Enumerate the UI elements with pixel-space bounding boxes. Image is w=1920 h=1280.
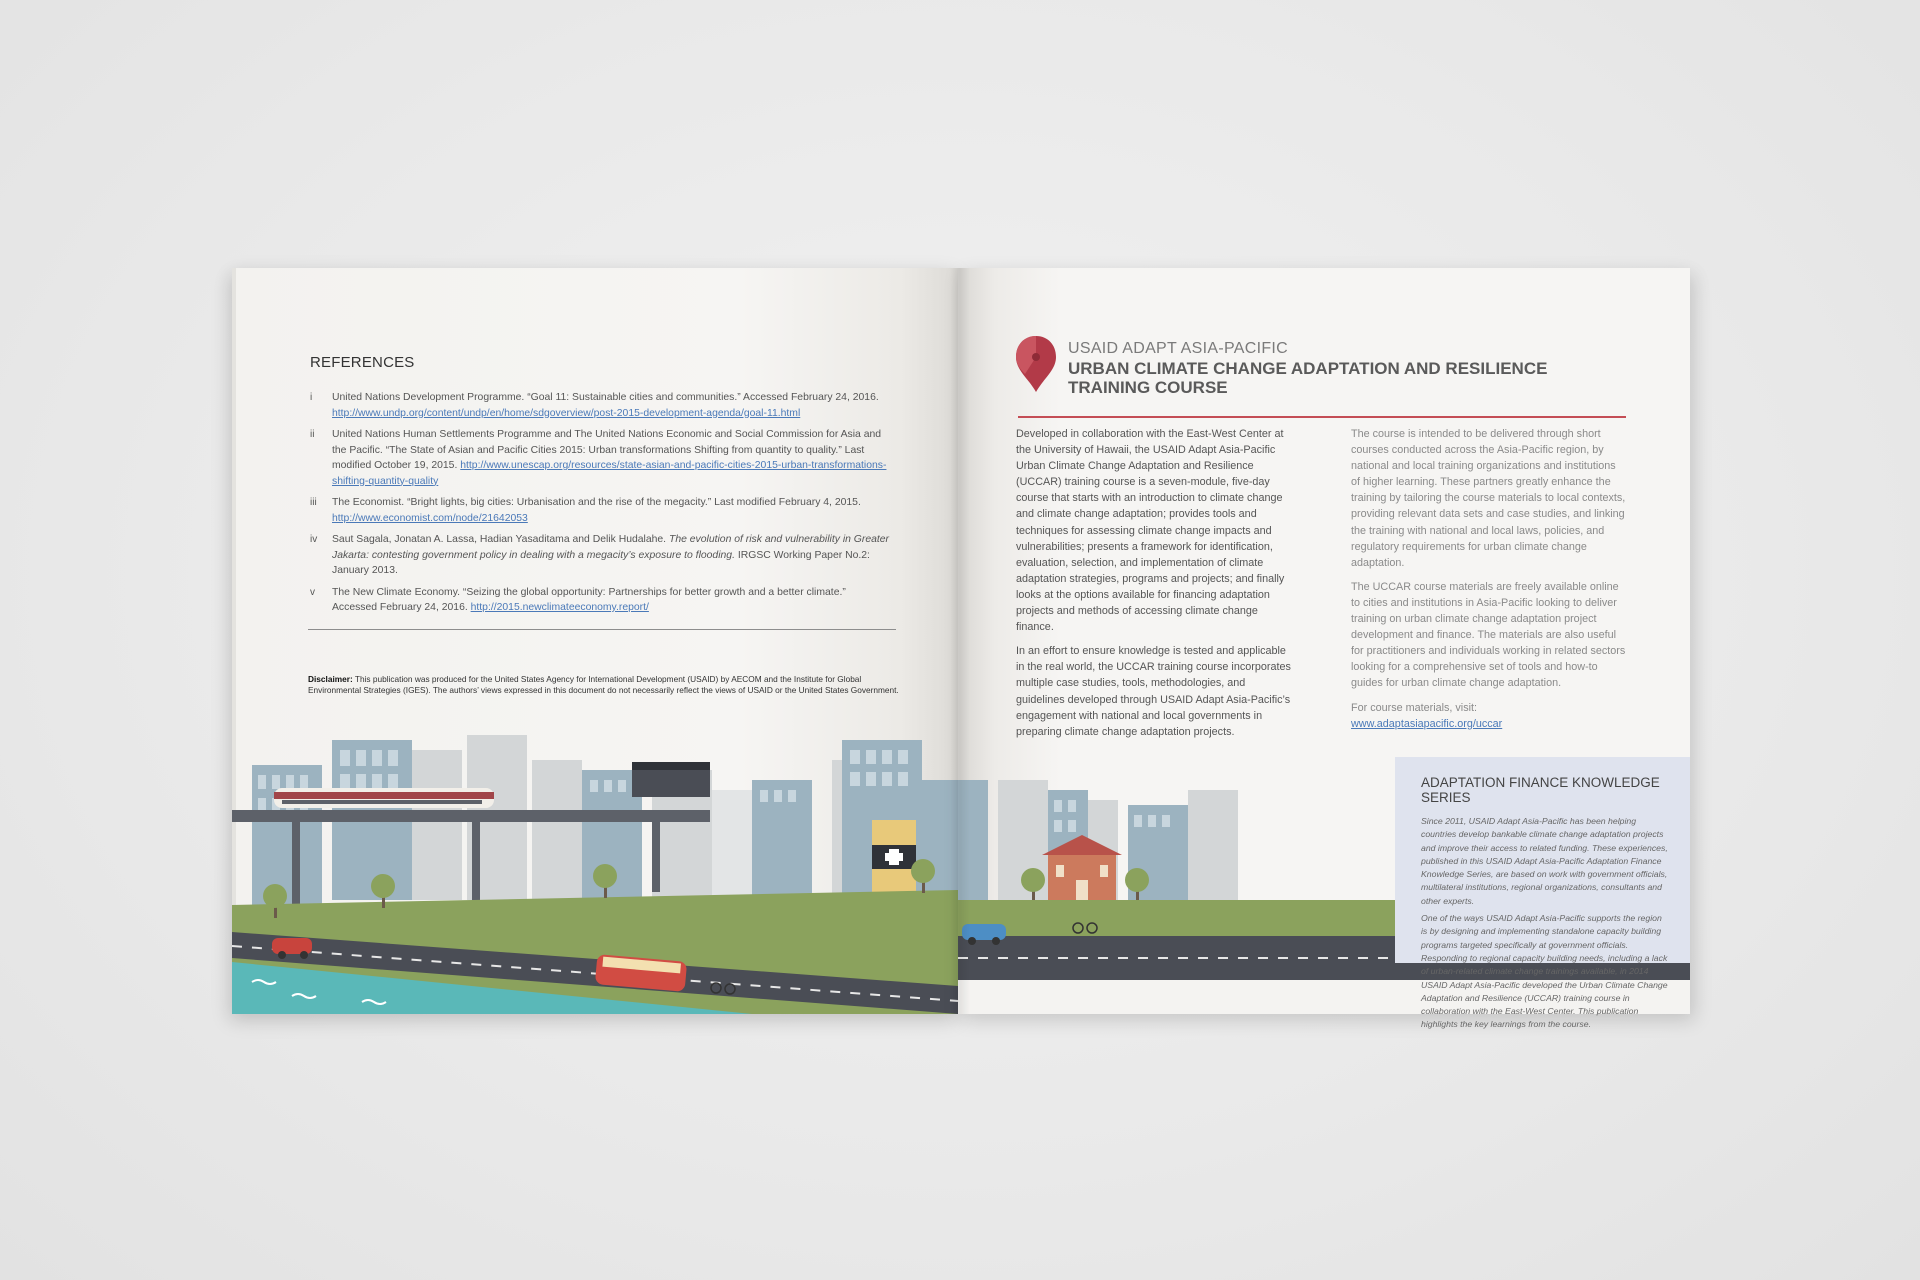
reference-link[interactable]: http://www.economist.com/node/21642053: [332, 512, 528, 524]
disclaimer-label: Disclaimer:: [308, 674, 353, 684]
map-pin-icon: [1014, 334, 1058, 394]
visit-text: For course materials, visit:: [1351, 701, 1477, 714]
reference-number: v: [310, 586, 315, 598]
body-column-right: [1351, 426, 1627, 740]
series-paragraph: Since 2011, USAID Adapt Asia-Pacific has been helping countries develop bankable climate change adaptation projects and improve their access to related funding. These experiences, published in this USAID Adapt Asia-Pacific Adaptation Finance Knowledge Series, are based on work with government officials, multilateral institutions, regional organizations, consultants and other experts.: [1421, 816, 1668, 906]
header-organization: USAID ADAPT ASIA-PACIFIC: [1068, 340, 1288, 357]
reference-link[interactable]: http://www.unescap.org/resources/state-asian-and-pacific-cities-2015-urban-transformations-shifting-quantity-quality: [332, 460, 887, 487]
right-page: [958, 268, 1690, 1030]
brochure-spread: [232, 268, 1690, 1030]
reference-text: The Economist. “Bright lights, big cities: Urbanisation and the rise of the megacity.” Last modified February 4, 2015.: [332, 497, 861, 508]
body-paragraph: Developed in collaboration with the East-West Center at the University of Hawaii, the USAID Adapt Asia-Pacific Urban Climate Change Adaptation and Resilience (UCCAR) training course is a seven-module, five-day course that starts with an introduction to climate change and climate change adaptation; provides tools and techniques for assessing climate change impacts and vulnerabilities; presents a framework for identification, evaluation, selection, and implementation of climate adaptation strategies, programs and projects; and finally looks at the options available for financing adaptation projects and methods of accessing climate change finance.: [1016, 428, 1285, 634]
page-title: URBAN CLIMATE CHANGE ADAPTATION AND RESILIENCE TRAINING COURSE: [1068, 359, 1548, 397]
body-paragraph: The course is intended to be delivered through short courses conducted across the Asia-Pacific region, by national and local training organizations and institutions of higher learning. These partners greatly enhance the training by tailoring the course materials to local contexts, providing relevant data sets and case studies, and linking the training with national and local laws, policies, and regulatory requirements for urban climate change adaptation.: [1351, 428, 1626, 569]
left-page: [232, 268, 958, 1014]
series-title: ADAPTATION FINANCE KNOWLEDGE SERIES: [1421, 775, 1660, 805]
reference-text: United Nations Human Settlements Programme and The United Nations Economic and Social Commission for Asia and the Pacific. “The State of Asian and Pacific Cities 2015: Urban transformations Shifting from quantity to quality.” Last modified October 19, 2015.: [332, 429, 882, 471]
reference-item: [310, 532, 890, 579]
course-materials-link[interactable]: www.adaptasiapacific.org/uccar: [1351, 717, 1503, 730]
reference-item: [310, 390, 890, 421]
reference-number: i: [310, 392, 313, 403]
series-paragraph: One of the ways USAID Adapt Asia-Pacific supports the region is by designing and implementing standalone capacity building programs targeted specifically at government officials. Responding to regional capacity building needs, including a lack of urban-related climate change trainings available, in 2014 USAID Adapt Asia-Pacific developed the Urban Climate Change Adaptation and Resilience (UCCAR) training course in collaboration with the East-West Center. This publication highlights the key learnings from the course.: [1421, 913, 1668, 1030]
reference-link[interactable]: http://2015.newclimateeconomy.report/: [470, 602, 649, 613]
reference-item: [310, 495, 890, 526]
reference-italic-title: The evolution of risk and vulnerability in Greater Jakarta: contesting government policy in dealing with a megacity’s exposure to flooding.: [332, 534, 890, 561]
references-list: [310, 390, 890, 622]
disclaimer: [308, 674, 908, 696]
reference-item: [310, 585, 890, 616]
reference-text: The New Climate Economy. “Seizing the global opportunity: Partnerships for better growth and a better climate.” Accessed February 24, 2016.: [332, 586, 846, 613]
reference-number: iv: [310, 534, 318, 545]
references-heading: REFERENCES: [310, 354, 415, 371]
reference-item: [310, 427, 890, 489]
reference-link[interactable]: http://www.undp.org/content/undp/en/home/sdgoverview/post-2015-development-agenda/goal-11.html: [332, 407, 801, 419]
knowledge-series-box: [1395, 757, 1690, 1030]
reference-text: United Nations Development Programme. “Goal 11: Sustainable cities and communities.” Accessed February 24, 2016.: [332, 392, 879, 403]
reference-tail: IRGSC Working Paper No.2: January 2013.: [332, 549, 870, 576]
body-column-left: [1016, 426, 1292, 748]
reference-number: iii: [310, 497, 317, 508]
reference-text: Saut Sagala, Jonatan A. Lassa, Hadian Yasaditama and Delik Hudalahe.: [332, 534, 667, 545]
disclaimer-text: This publication was produced for the United States Agency for International Development (USAID) by AECOM and the Institute for Global Environmental Strategies (IGES). The authors’ views expressed in this document do not necessarily reflect the views of USAID or the United States Government.: [308, 674, 899, 695]
reference-number: ii: [310, 429, 315, 440]
city-illustration-left: [232, 720, 958, 1014]
body-paragraph: The UCCAR course materials are freely available online to cities and institutions in Asia-Pacific looking to deliver training on urban climate change adaptation project development and finance. The materials are also useful for practitioners and individuals working in related sectors looking for a comprehensive set of tools and how-to guides for urban climate change adaptation.: [1351, 580, 1626, 690]
references-divider: [308, 629, 896, 630]
header-divider: [1018, 416, 1626, 418]
body-paragraph: In an effort to ensure knowledge is tested and applicable in the real world, the UCCAR training course incorporates multiple case studies, tools, methodologies, and guidelines developed through USAID Adapt Asia-Pacific’s engagement with national and local governments in preparing climate change adaptation projects.: [1016, 645, 1291, 738]
